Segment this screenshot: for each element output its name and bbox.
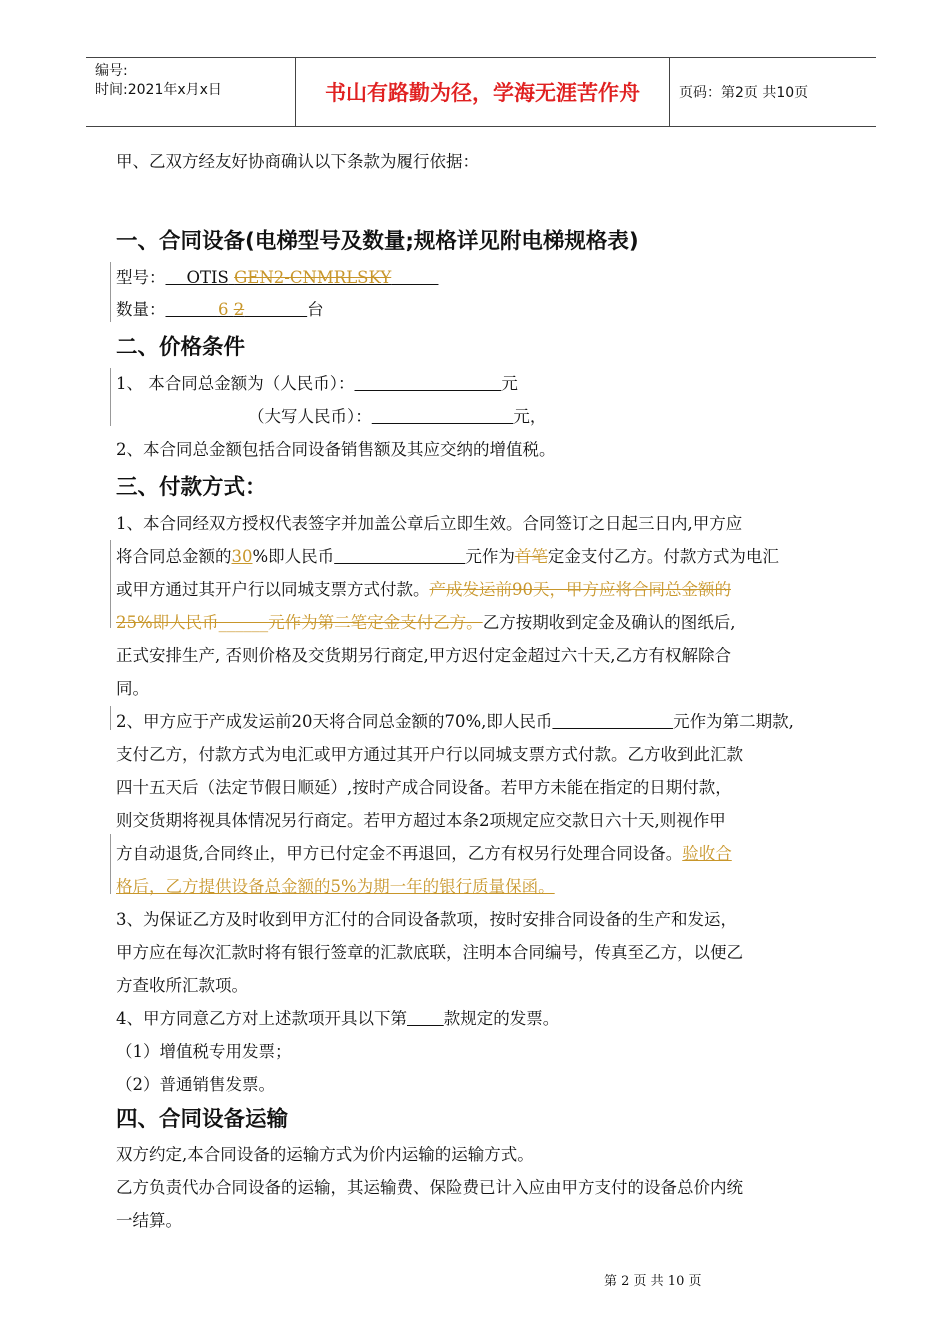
- payment-p3-line1: 3、为保证乙方及时收到甲方汇付的合同设备款项，按时安排合同设备的生产和发运，: [116, 910, 737, 929]
- p2-text: 元作为第二期款,: [673, 712, 794, 731]
- total-amount-line: [116, 370, 518, 394]
- deposit-amount-field: [334, 547, 465, 566]
- qty-unit: 台: [307, 300, 324, 319]
- payment-p2-line4: 则交货期将视具体情况另行商定。若甲方超过本条2项规定应交款日六十天,则视作甲: [116, 811, 726, 830]
- p1-text: 或甲方通过其开户行以同城支票方式付款。: [116, 580, 430, 599]
- total-amount-field: [355, 374, 502, 393]
- model-deleted: GEN2-CNMRLSKY: [234, 268, 392, 287]
- total-words-label: （大写人民币）：: [248, 407, 372, 426]
- intro-text: 甲、乙双方经友好协商确认以下条款为履行依据：: [116, 152, 479, 171]
- qty-field: [166, 300, 308, 319]
- payment-p2-line3: 四十五天后（法定节假日顺延）,按时产成合同设备。若甲方未能在指定的日期付款，: [116, 778, 732, 797]
- payment-p2-line2: 支付乙方，付款方式为电汇或甲方通过其开户行以同城支票方式付款。乙方收到此汇款: [116, 745, 743, 764]
- p2-text: 2、甲方应于产成发运前20天将合同总金额的70%,即人民币: [116, 712, 553, 731]
- revision-bar: [110, 540, 111, 628]
- second-payment-field: [552, 712, 673, 731]
- p1-text: 乙方按期收到定金及确认的图纸后,: [482, 613, 736, 632]
- transport-line2: 乙方负责代办合同设备的运输，其运输费、保险费已计入应由甲方支付的设备总价内统: [116, 1178, 743, 1197]
- section4-title: 四、合同设备运输: [116, 1107, 289, 1132]
- p1-text: 元作为: [465, 547, 515, 566]
- payment-p3-line3: 方查收所汇款项。: [116, 976, 248, 995]
- qty-inserted: 6: [217, 300, 229, 319]
- qty-deleted: 2: [233, 300, 245, 319]
- payment-p1-line2: [116, 543, 779, 567]
- revision-bar: [110, 262, 111, 322]
- payment-p1-line5: 正式安排生产, 否则价格及交货期另行商定,甲方迟付定金超过六十天,乙方有权解除合: [116, 646, 731, 665]
- transport-line1: 双方约定,本合同设备的运输方式为价内运输的运输方式。: [116, 1145, 534, 1164]
- payment-p1-line4: [116, 609, 735, 633]
- header-motto: 书山有路勤为径，学海无涯苦作舟: [295, 58, 670, 126]
- total-amount-label: 1、 本合同总金额为（人民币）：: [116, 374, 355, 393]
- p4-text: 款规定的发票。: [443, 1009, 560, 1028]
- model-line: [116, 264, 438, 288]
- deleted-text: 首笔: [514, 547, 548, 566]
- page-header: [86, 57, 876, 127]
- p1-text: 将合同总金额的: [116, 547, 232, 566]
- vat-note: 2、本合同总金额包括合同设备销售额及其应交纳的增值税。: [116, 440, 556, 459]
- total-words-field: [372, 407, 514, 426]
- quantity-line: [116, 296, 324, 320]
- payment-p2-line6: [116, 873, 555, 897]
- header-meta: [86, 58, 295, 126]
- deleted-text: 25%即人民币______元作为第二笔定金支付乙方。: [116, 613, 483, 632]
- inserted-text: 验收合: [682, 844, 732, 863]
- revision-bar: [110, 368, 111, 426]
- revision-bar: [110, 706, 111, 730]
- model-label: 型号：: [116, 268, 166, 287]
- payment-p3-line2: 甲方应在每次汇款时将有银行签章的汇款底联，注明本合同编号，传真至乙方，以便乙: [116, 943, 743, 962]
- total-words-unit: 元，: [513, 407, 547, 426]
- deleted-text: 产成发运前90天，甲方应将合同总金额的: [429, 580, 731, 599]
- time-label: 时间:2021年x月x日: [95, 82, 222, 98]
- payment-p4-line1: [116, 1005, 559, 1029]
- p2-text: 方自动退货,合同终止，甲方已付定金不再退回，乙方有权另行处理合同设备。: [116, 844, 683, 863]
- section2-title: 二、价格条件: [116, 335, 246, 360]
- payment-p2-line1: [116, 708, 794, 732]
- section3-title: 三、付款方式：: [116, 475, 267, 500]
- deposit-percent: 30: [231, 547, 253, 566]
- revision-bar: [110, 834, 111, 894]
- qty-label: 数量：: [116, 300, 166, 319]
- p4-text: 4、甲方同意乙方对上述款项开具以下第: [116, 1009, 407, 1028]
- payment-p2-line5: [116, 840, 732, 864]
- code-label: 编号:: [95, 63, 128, 79]
- section1-title: 一、合同设备(电梯型号及数量;规格详见附电梯规格表): [116, 229, 639, 254]
- page-footer: 第 2 页 共 10 页: [604, 1274, 702, 1289]
- total-amount-unit: 元: [501, 374, 518, 393]
- model-value: OTIS: [186, 268, 229, 287]
- invoice-option-2: （2）普通销售发票。: [116, 1075, 275, 1094]
- header-page-info: 页码：第2页 共10页: [679, 85, 809, 101]
- p1-text: 定金支付乙方。付款方式为电汇: [547, 547, 779, 566]
- p1-text: %即人民币: [252, 547, 335, 566]
- total-amount-words-line: [248, 403, 546, 427]
- invoice-option-1: （1）增值税专用发票；: [116, 1042, 292, 1061]
- payment-p1-line3: [116, 576, 731, 600]
- model-field: [166, 268, 439, 287]
- invoice-option-field: [407, 1009, 444, 1028]
- transport-line3: 一结算。: [116, 1211, 182, 1230]
- inserted-text: 格后，乙方提供设备总金额的5%为期一年的银行质量保函。: [116, 877, 555, 896]
- payment-p1-line1: 1、本合同经双方授权代表签字并加盖公章后立即生效。合同签订之日起三日内,甲方应: [116, 514, 743, 533]
- payment-p1-line6: 同。: [116, 679, 149, 698]
